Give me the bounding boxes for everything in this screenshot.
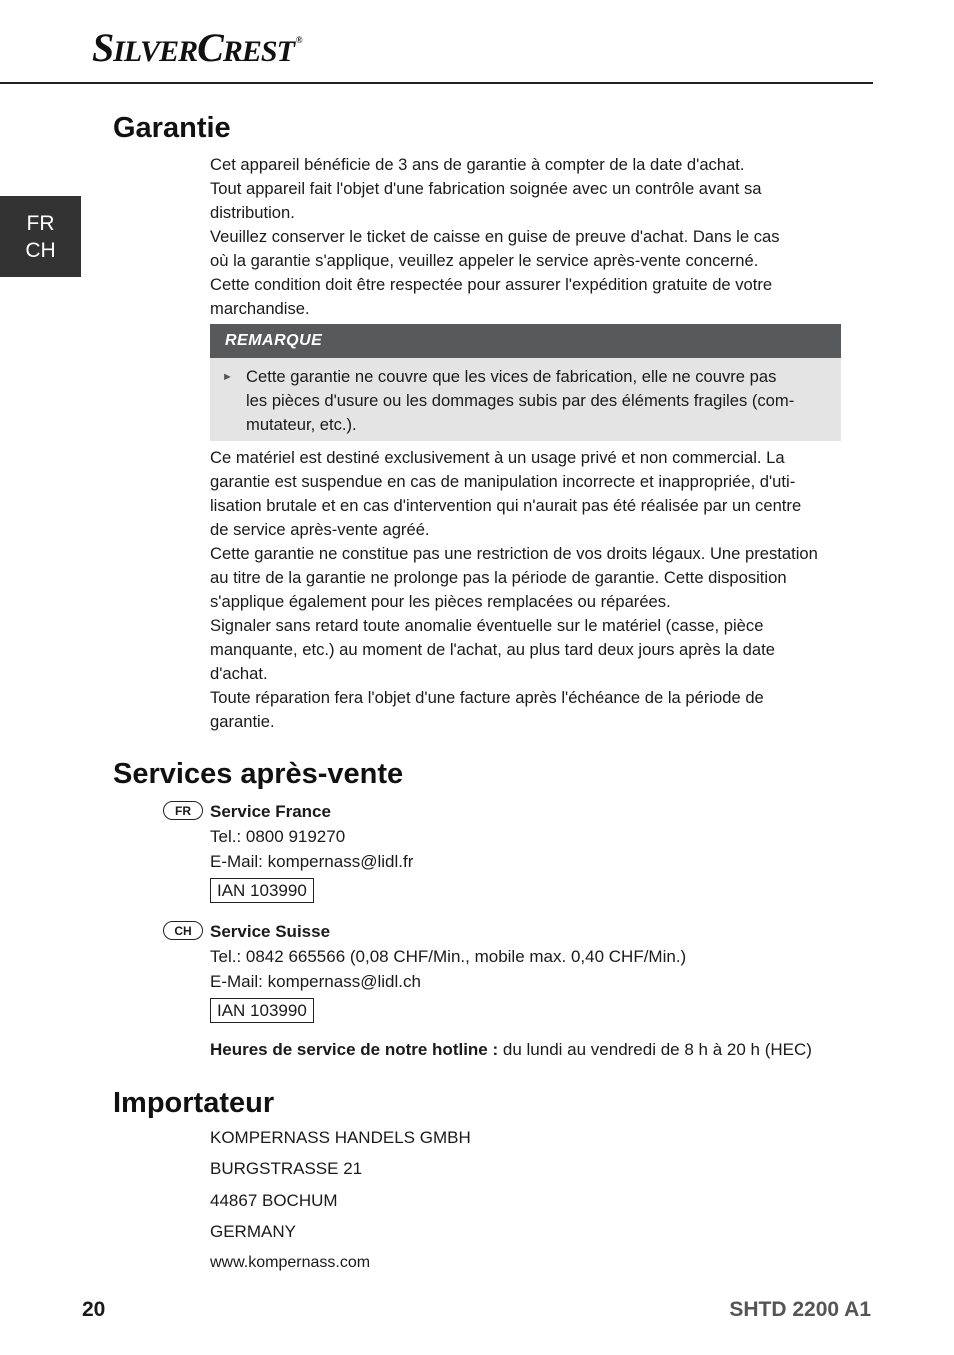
service-suisse [210, 919, 686, 1023]
text-line: Ce matériel est destiné exclusivement à un usage privé et non commercial. La [210, 448, 785, 467]
text-line: Cet appareil bénéficie de 3 ans de garantie à compter de la date d'achat. [210, 155, 745, 174]
service-email: E-Mail: kompernass@lidl.ch [210, 972, 421, 991]
service-name: Service Suisse [210, 922, 331, 941]
language-tab [0, 196, 81, 277]
page-number: 20 [82, 1298, 106, 1321]
garantie-intro [210, 153, 840, 321]
hotline-hours [210, 1040, 812, 1060]
text-line: au titre de la garantie ne prolonge pas la période de garantie. Cette disposition [210, 568, 787, 587]
text-line: marchandise. [210, 299, 310, 318]
service-france [210, 799, 413, 903]
services-heading: Services après-vente [113, 758, 404, 790]
remarque-box [210, 324, 841, 441]
service-email: E-Mail: kompernass@lidl.fr [210, 852, 414, 871]
text-line: garantie. [210, 712, 275, 731]
text-line: Signaler sans retard toute anomalie éventuelle sur le matériel (casse, pièce [210, 616, 764, 635]
importer-country: GERMANY [210, 1222, 296, 1241]
text-line: lisation brutale et en cas d'intervention qui n'aurait pas été réalisée par un centre [210, 496, 802, 515]
bullet-arrow-icon: ► [222, 371, 233, 383]
model-number: SHTD 2200 A1 [729, 1298, 871, 1321]
garantie-conditions [210, 446, 840, 734]
garantie-heading: Garantie [113, 112, 231, 144]
service-name: Service France [210, 802, 331, 821]
text-line: d'achat. [210, 664, 268, 683]
text-line: distribution. [210, 203, 295, 222]
remarque-title: REMARQUE [210, 324, 841, 358]
text-line: mutateur, etc.). [246, 415, 357, 434]
flag-ch-badge: CH [163, 921, 203, 940]
remarque-body [210, 358, 841, 437]
brand-logo: SILVERCREST ® [92, 25, 302, 70]
ian-box: IAN 103990 [210, 878, 314, 903]
importer-street: BURGSTRASSE 21 [210, 1159, 363, 1178]
importer-name: KOMPERNASS HANDELS GMBH [210, 1128, 471, 1147]
importer-website: www.kompernass.com [210, 1254, 371, 1271]
text-line: manquante, etc.) au moment de l'achat, au plus tard deux jours après la date [210, 640, 775, 659]
text-line: où la garantie s'applique, veuillez appeler le service après-vente concerné. [210, 251, 759, 270]
hours-label: Heures de service de notre hotline : [210, 1040, 499, 1059]
text-line: Cette garantie ne constitue pas une restriction de vos droits légaux. Une prestation [210, 544, 818, 563]
text-line: garantie est suspendue en cas de manipulation incorrecte et inappropriée, d'uti- [210, 472, 796, 491]
service-tel: Tel.: 0842 665566 (0,08 CHF/Min., mobile max. 0,40 CHF/Min.) [210, 947, 687, 966]
header-rule [0, 82, 873, 84]
importer-city: 44867 BOCHUM [210, 1191, 338, 1210]
text-line: Toute réparation fera l'objet d'une facture après l'échéance de la période de [210, 688, 764, 707]
importateur-heading: Importateur [113, 1087, 275, 1119]
lang-ch: CH [25, 238, 56, 262]
flag-fr-badge: FR [163, 801, 203, 820]
service-tel: Tel.: 0800 919270 [210, 827, 346, 846]
lang-fr: FR [26, 211, 55, 235]
hours-value: du lundi au vendredi de 8 h à 20 h (HEC) [498, 1040, 812, 1059]
text-line: les pièces d'usure ou les dommages subis par des éléments fragiles (com- [246, 391, 795, 410]
text-line: Cette condition doit être respectée pour assurer l'expédition gratuite de votre [210, 275, 773, 294]
text-line: Tout appareil fait l'objet d'une fabrication soignée avec un contrôle avant sa [210, 179, 762, 198]
ian-box: IAN 103990 [210, 998, 314, 1023]
text-line: Veuillez conserver le ticket de caisse en guise de preuve d'achat. Dans le cas [210, 227, 780, 246]
text-line: Cette garantie ne couvre que les vices de fabrication, elle ne couvre pas [246, 367, 777, 386]
text-line: s'applique également pour les pièces remplacées ou réparées. [210, 592, 671, 611]
text-line: de service après-vente agréé. [210, 520, 430, 539]
